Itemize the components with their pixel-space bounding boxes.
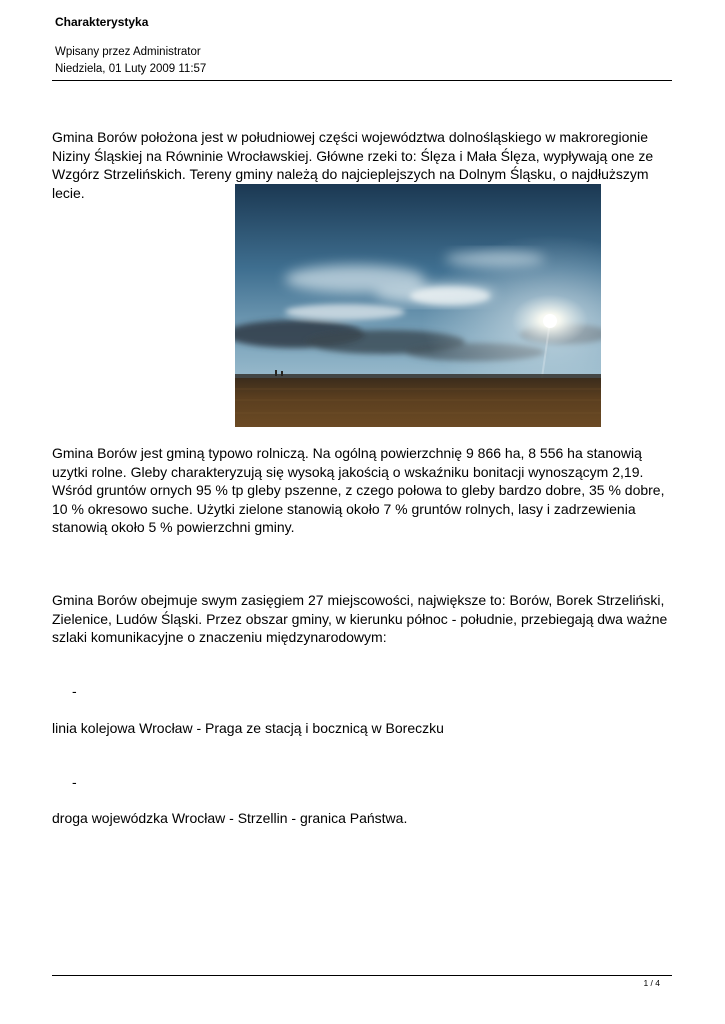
paragraph-location: Gmina Borów położona jest w południowej części województwa dolnośląskiego w makroregionie Niziny Śląskiej na Równinie Wrocławskiej. Główne rzeki to: Ślęza i Mała Ślęza, wypływają one ze Wzgórz Strzelińskich. Tereny gminy należą do najcieplejszych na Dolnym Śląsku, o najdłuższym lecie. — [52, 129, 654, 201]
paragraph-localities: Gmina Borów obejmuje swym zasięgiem 27 miejscowości, największe to: Borów, Borek Strzeliński, Zielenice, Ludów Śląski. Przez obszar gminy, w kierunku północ - południe, przebiegają dwa ważne szlaki komunikacyjne o znaczeniu międzynarodowym: — [52, 592, 668, 645]
author-line: Wpisany przez Administrator — [55, 46, 201, 58]
date-line: Niedziela, 01 Luty 2009 11:57 — [55, 63, 207, 75]
list-item-railway: linia kolejowa Wrocław - Praga ze stacją i bocznicą w Boreczku — [52, 720, 444, 736]
footer-divider — [52, 975, 672, 976]
paragraph-agriculture: Gmina Borów jest gminą typowo rolniczą. Na ogólną powierzchnię 9 866 ha, 8 556 ha stanowią uzytki rolne. Gleby charakteryzują się wysoką jakością o wskaźniku bonitacji wynoszącym 2,19. Wśród gruntów ornych 95 % tp gleby pszenne, z czego połowa to gleby bardzo dobre, 35 % dobre, 10 % okresowo suche. Użytki zielone stanowią około 7 % gruntów rolnych, lasy i zadrzewienia stanowią około 5 % powierzchni gminy. — [52, 445, 665, 535]
list-dash-marker: - — [72, 683, 77, 699]
page-title: Charakterystyka — [55, 15, 149, 29]
header-divider — [52, 80, 672, 81]
list-dash-marker: - — [72, 774, 77, 790]
page-number: 1 / 4 — [643, 978, 660, 988]
list-item-road: droga wojewódzka Wrocław - Strzellin - granica Państwa. — [52, 810, 408, 826]
landscape-photo — [235, 184, 601, 427]
